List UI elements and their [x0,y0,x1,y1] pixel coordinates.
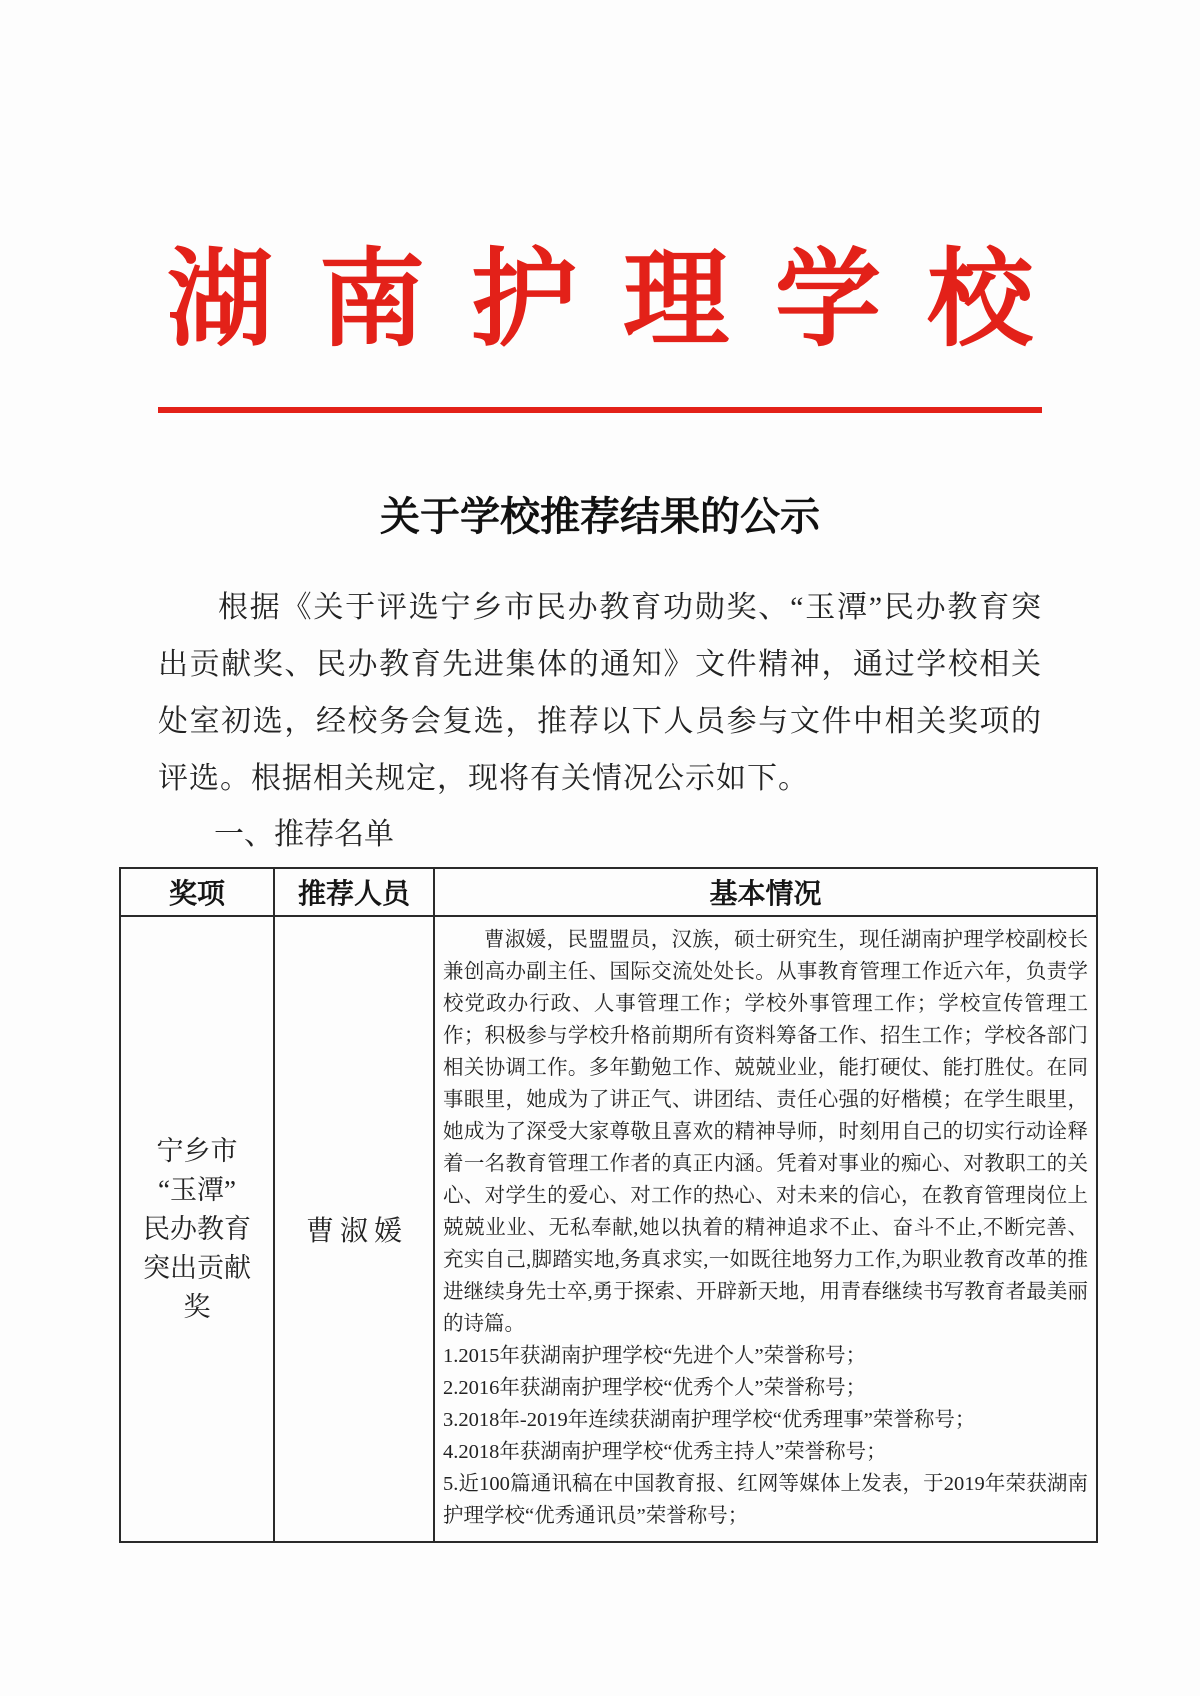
column-header-profile: 基本情况 [434,868,1097,916]
achievement-item: 3.2018年-2019年连续获湖南护理学校“优秀理事”荣誉称号； [443,1409,976,1431]
table-row [120,916,1097,1542]
award-cell [120,916,274,1542]
achievement-item: 2.2016年获湖南护理学校“优秀个人”荣誉称号； [443,1377,867,1399]
document-title: 关于学校推荐结果的公示 [380,494,820,539]
school-name-header: 湖南护理学校 [167,242,1079,359]
achievement-item: 5.近100篇通讯稿在中国教育报、红网等媒体上发表，于2019年荣获湖南护理学校“优秀通讯员”荣誉称号； [443,1473,1088,1527]
award-line: “玉潭” [158,1174,236,1205]
recommendation-table [119,867,1098,1543]
header-divider-rule [158,407,1042,413]
achievement-item: 4.2018年获湖南护理学校“优秀主持人”荣誉称号； [443,1441,887,1463]
achievement-item: 1.2015年获湖南护理学校“先进个人”荣誉称号； [443,1345,867,1367]
column-header-award: 奖项 [120,868,274,916]
intro-paragraph: 根据《关于评选宁乡市民办教育功勋奖、“玉潭”民办教育突出贡献奖、民办教育先进集体的通知》文件精神，通过学校相关处室初选，经校务会复选，推荐以下人员参与文件中相关奖项的评选。根据相关规定，现将有关情况公示如下。 [158,591,1042,795]
profile-cell [434,916,1097,1542]
award-line: 民办教育 [143,1213,251,1244]
column-header-nominee: 推荐人员 [274,868,434,916]
profile-paragraph: 曹淑媛，民盟盟员，汉族，硕士研究生，现任湖南护理学校副校长兼创高办副主任、国际交流处处长。从事教育管理工作近六年，负责学校党政办行政、人事管理工作；学校外事管理工作；学校宣传管理工作；积极参与学校升格前期所有资料筹备工作、招生工作；学校各部门相关协调工作。多年勤勉工作、兢兢业业，能打硬仗、能打胜仗。在同事眼里，她成为了讲正气、讲团结、责任心强的好楷模；在学生眼里，她成为了深受大家尊敬且喜欢的精神导师，时刻用自己的切实行动诠释着一名教育管理工作者的真正内涵。凭着对事业的痴心、对教职工的关心、对学生的爱心、对工作的热心、对未来的信心，在教育管理岗位上兢兢业业、无私奉献,她以执着的精神追求不止、奋斗不止,不断完善、充实自己,脚踏实地,务真求实,一如既往地努力工作,为职业教育改革的推进继续身先士卒,勇于探索、开辟新天地，用青春继续书写教育者最美丽的诗篇。 [443,929,1088,1335]
section-heading: 一、推荐名单 [214,818,394,851]
award-line: 奖 [183,1291,211,1322]
table-header-row [120,868,1097,916]
award-line: 突出贡献 [143,1252,251,1283]
nominee-cell: 曹淑媛 [274,916,434,1542]
award-line: 宁乡市 [156,1135,238,1166]
